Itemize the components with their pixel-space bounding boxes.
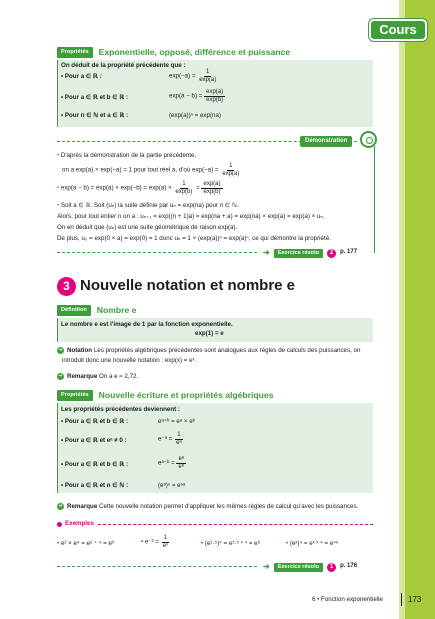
footer-separator bbox=[401, 593, 402, 606]
demo-line4: • Soit a ∈ ℝ. Soit (uₙ) la suite définie par uₙ = exp(na) pour n ∈ ℕ. bbox=[57, 202, 239, 209]
example-2: • e⁻² = $\frac{1}{\text{e²}}$ bbox=[141, 535, 169, 549]
demo-line3: • exp(a − b) = exp(a) × exp(−b) = exp(a) × $\frac{1}{\exp(b)}$ = $\frac{\exp(a)}{\exp(b)}$ bbox=[57, 181, 221, 195]
example-3: • (e¹·⁵)⁴ = e¹·⁵ ˣ ⁴ = e⁶ bbox=[201, 540, 261, 547]
arrow-icon: ➜ bbox=[263, 562, 270, 571]
prop2-title: Nouvelle écriture et propriétés algébriques bbox=[98, 389, 274, 400]
prop2-row4-cond: • Pour a ∈ ℝ et n ∈ ℕ : bbox=[61, 482, 129, 489]
prop1-row2-formula: exp(a − b) = $\frac{\exp(a)}{\exp(b)}$ bbox=[169, 89, 224, 103]
ref2-num: 1 bbox=[327, 563, 336, 572]
prop2-header bbox=[57, 390, 273, 401]
demo-line5: Alors, pour tout entier n on a : uₙ₊₁ = exp((n + 1)a) = exp(na + a) = exp(na) × exp(a) = exp(a) × uₙ. bbox=[57, 213, 325, 220]
ref2[interactable] bbox=[263, 562, 357, 572]
demo-label: Démonstration bbox=[300, 136, 352, 147]
page-number: 173 bbox=[408, 595, 422, 604]
example-1: • e² × e⁴ = e² ⁺ ⁴ = e⁶ bbox=[57, 540, 115, 547]
ref1-num: 2 bbox=[327, 249, 336, 258]
demo-line6: On en déduit que (uₙ) est une suite géométrique de raison exp(a). bbox=[57, 224, 238, 231]
prop2-row1-formula: eᵃ⁺ᵇ = eᵃ × eᵇ bbox=[158, 418, 195, 425]
remarque2: ➜ Remarque Cette nouvelle notation permet d'appliquer les mêmes règles de calcul qu'avec les puissances. bbox=[58, 503, 359, 511]
ref1[interactable] bbox=[263, 248, 357, 258]
ref1-page: p. 177 bbox=[340, 249, 358, 256]
prop1-intro: On déduit de la propriété précédente que : bbox=[61, 62, 186, 69]
ref1-label: Exercice résolu bbox=[274, 249, 323, 258]
prop2-row1-cond: • Pour a ∈ ℝ et b ∈ ℝ : bbox=[61, 418, 129, 425]
section-number: 3 bbox=[57, 277, 76, 296]
prop2-row2-cond: • Pour a ∈ ℝ et eᵃ ≠ 0 : bbox=[61, 437, 127, 444]
prop2-row3-formula: eᵃ⁻ᵇ = $\frac{\text{eᵃ}}{\text{eᵇ}}$ bbox=[158, 456, 185, 470]
prop2-row3-cond: • Pour a ∈ ℝ et b ∈ ℝ : bbox=[61, 461, 129, 468]
prop2-label: Propriétés bbox=[57, 390, 93, 401]
prop1-header bbox=[57, 47, 290, 58]
examples-header bbox=[57, 520, 373, 528]
examples-title: Exemples bbox=[65, 520, 94, 527]
demo-line7: De plus, u₀ = exp(0 × a) = exp(0) = 1 donc uₙ = 1 × (exp(a))ⁿ = exp(a)ⁿ, ce qui démontre la propriété. bbox=[57, 235, 331, 242]
arrow-circle-icon: ➜ bbox=[58, 373, 63, 379]
definition-header bbox=[57, 305, 136, 316]
demo-line2: on a exp(a) × exp(−a) = 1 pour tout réel a, d'où exp(−a) = $\frac{1}{\exp(a)}$ bbox=[62, 163, 240, 177]
prop1-row3-cond: • Pour n ∈ ℕ et a ∈ ℝ : bbox=[61, 112, 129, 119]
prop2-box bbox=[57, 403, 373, 493]
remarque1: ➜ Remarque On a e ≈ 2,72. bbox=[58, 373, 139, 381]
definition-line1: Le nombre e est l'image de 1 par la fonction exponentielle. bbox=[61, 321, 233, 328]
example-4: • (eˣ)⁴ = eˣ ˣ ⁴ = e⁴ˣ bbox=[286, 540, 338, 547]
examples-divider bbox=[98, 524, 373, 525]
prop2-row2-formula: e⁻ᵃ = $\frac{1}{\text{eᵃ}}$ bbox=[158, 432, 182, 446]
definition-label: Définition bbox=[57, 305, 91, 316]
arrow-circle-icon: ➜ bbox=[58, 347, 63, 353]
prop1-label: Propriétés bbox=[57, 47, 93, 58]
definition-title: Nombre e bbox=[96, 304, 137, 315]
prop1-row3-formula: (exp(a))ⁿ = exp(na) bbox=[169, 112, 221, 119]
ref1-divider bbox=[57, 252, 257, 253]
prop1-row2-cond: • Pour a ∈ ℝ et b ∈ ℝ : bbox=[61, 94, 129, 101]
prop1-row1-formula: exp(−a) = $\frac{1}{\exp(a)}$ bbox=[169, 69, 217, 83]
demo-line1: • D'après la démonstration de la partie précédente, bbox=[57, 152, 197, 159]
cours-tab: Cours bbox=[369, 19, 427, 41]
prop1-box bbox=[57, 60, 373, 127]
dot-icon bbox=[57, 522, 62, 527]
prop1-row1-cond: • Pour a ∈ ℝ : bbox=[61, 73, 102, 80]
prop2-row4-formula: (eᵃ)ⁿ = eⁿᵃ bbox=[158, 482, 186, 489]
ref2-label: Exercice résolu bbox=[274, 563, 323, 572]
arrow-icon: ➜ bbox=[263, 248, 270, 257]
ref2-divider bbox=[57, 566, 257, 567]
prop2-intro: Les propriétés précédentes deviennent : bbox=[61, 406, 180, 413]
notation-block: ➜ Notation Les propriétés algébriques précédentes sont analogues aux règles de calculs des puissances, on bbox=[58, 347, 361, 355]
ref2-page: p. 176 bbox=[340, 563, 358, 570]
prop1-title: Exponentielle, opposé, différence et puissance bbox=[98, 46, 291, 57]
notation-line2: introduit donc une nouvelle notation : exp(x) = eˣ. bbox=[62, 357, 197, 364]
arrow-circle-icon: ➜ bbox=[58, 503, 63, 509]
chapter-footer: 6 • Fonction exponentielle bbox=[312, 596, 383, 603]
definition-box bbox=[57, 318, 373, 342]
margin-stripe bbox=[405, 0, 435, 619]
definition-line2: exp(1) = e bbox=[195, 330, 224, 337]
section-title: Nouvelle notation et nombre e bbox=[80, 277, 296, 294]
